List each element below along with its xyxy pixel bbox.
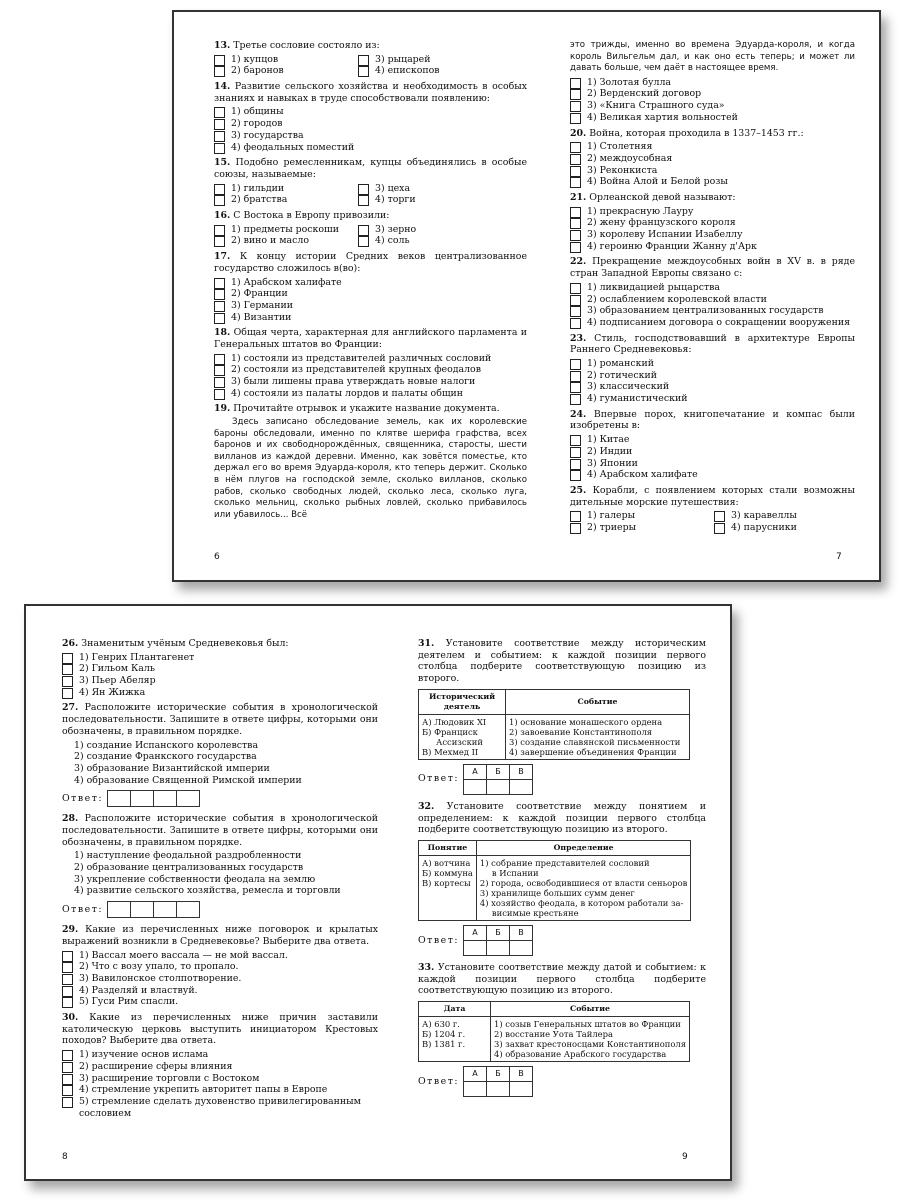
option[interactable]: 1) Китае bbox=[570, 434, 855, 446]
option[interactable]: 1) романский bbox=[570, 358, 855, 370]
option[interactable]: 2) баронов bbox=[214, 65, 358, 77]
question-text: Стиль, господствовавший в архитектуре Европы Раннего Средневековья: bbox=[570, 332, 855, 356]
option[interactable]: 2) состояли из представителей крупных феодалов bbox=[214, 364, 527, 376]
table-cell: 1) созыв Генеральных штатов во Франции 2) восстание Уота Тайлера 3) захват крестоносцами Константинополя 4) образование Арабского государства bbox=[491, 1017, 690, 1062]
checkbox[interactable] bbox=[214, 377, 225, 388]
checkbox[interactable] bbox=[62, 1085, 73, 1096]
table-header: Определение bbox=[476, 840, 690, 855]
answer-grid bbox=[107, 901, 200, 918]
checkbox[interactable] bbox=[214, 278, 225, 289]
question-26: 26. Знаменитым учёным Средневековья был: 1) Генрих Плантагенет 2) Гильом Каль 3) Пьер Абеляр 4) Ян Жижка bbox=[62, 638, 378, 698]
option[interactable]: 4) состояли из палаты лордов и палаты общин bbox=[214, 388, 527, 400]
option[interactable]: 1) общины bbox=[214, 106, 527, 118]
option[interactable]: 2) ослаблением королевской власти bbox=[570, 294, 855, 306]
option[interactable]: 1) состояли из представителей различных сословий bbox=[214, 353, 527, 365]
question-31: 31. Установите соответствие между историческим деятелем и событием: к каждой позиции первого столбца подберите соответствующую позицию из второго. Исторический деятель Событие А) Людовик XI Б) Франциск Ассизский В) Мехмед II 1) основание монашеского ордена 2) завоевание Константинополя 3) создание славянской письменности 4) завершение объединения Франции Ответ: А Б В bbox=[418, 638, 706, 795]
checkbox[interactable] bbox=[62, 1050, 73, 1061]
option[interactable]: 1) гильдии bbox=[214, 183, 358, 195]
option[interactable]: 3) образованием централизованных государств bbox=[570, 305, 855, 317]
checkbox[interactable] bbox=[570, 230, 581, 241]
checkbox[interactable] bbox=[358, 55, 369, 66]
checkbox[interactable] bbox=[358, 236, 369, 247]
answer-label: Ответ: bbox=[418, 1075, 460, 1087]
list-item: 4) развитие сельского хозяйства, ремесла и торговли bbox=[74, 885, 341, 897]
option[interactable]: 2) жену французского короля bbox=[570, 217, 855, 229]
option[interactable]: 4) подписанием договора о сокращении вооружения bbox=[570, 317, 855, 329]
question-16: 16. С Востока в Европу привозили: 1) предметы роскоши 3) зерно 2) вино и масло 4) соль bbox=[214, 210, 527, 247]
page-9-column bbox=[418, 638, 706, 1103]
option[interactable]: 4) Разделяй и властвуй. bbox=[62, 985, 378, 997]
question-19: 19. Прочитайте отрывок и укажите название документа. Здесь записано обследование земель, как их королевские бароны обследовали, именно по клятве шерифа графства, всех баронов и их свободнорождённых, священника, старосты, шести вилланов из каждой деревни. Именно, как зовётся поместье, кто держал его во время Эдуарда-короля, кто теперь держит. Сколько в нём плугов на господской земле, сколько вилланов, сколько рабов, сколько свободных людей, сколько леса, сколько луга, сколько мельниц, сколько рыбных ловлей, сколько прибавилось или убавилось... Всё bbox=[214, 403, 527, 520]
checkbox[interactable] bbox=[570, 523, 581, 534]
checkbox[interactable] bbox=[714, 523, 725, 534]
question-text: Третье сословие состояло из: bbox=[233, 40, 380, 51]
list-item: 2) образование централизованных государств bbox=[74, 862, 304, 874]
checkbox[interactable] bbox=[570, 447, 581, 458]
checkbox[interactable] bbox=[570, 359, 581, 370]
checkbox[interactable] bbox=[570, 242, 581, 253]
question-15: 15. Подобно ремесленникам, купцы объединялись в особые союзы, называемые: 1) гильдии 3) цеха 2) братства 4) торги bbox=[214, 157, 527, 206]
checkbox[interactable] bbox=[62, 653, 73, 664]
table-header: Событие bbox=[491, 1002, 690, 1017]
answer-row bbox=[418, 925, 706, 956]
question-28: 28. Расположите исторические события в хронологической последовательности. Запишите в ответе цифры, которыми они обозначены, в правильном порядке. 1) наступление феодальной раздробленности 2) образование централизованных государств 3) укрепление собственности феодала на землю 4) развитие сельского хозяйства, ремесла и торговли Ответ: bbox=[62, 813, 378, 918]
answer-label: Ответ: bbox=[418, 773, 460, 785]
question-text: Установите соответствие между историческим деятелем и событием: к каждой позиции первого столбца подберите соответствующую позицию из второго. bbox=[418, 638, 706, 685]
checkbox[interactable] bbox=[214, 195, 225, 206]
answer-cell[interactable] bbox=[487, 940, 510, 955]
answer-row bbox=[62, 790, 378, 807]
list-item: 3) укрепление собственности феодала на землю bbox=[74, 873, 316, 885]
checkbox[interactable] bbox=[62, 664, 73, 675]
answer-label: Ответ: bbox=[62, 903, 104, 915]
checkbox[interactable] bbox=[214, 301, 225, 312]
question-32: 32. Установите соответствие между понятием и определением: к каждой позиции первого столбца подберите соответствующую позицию из второго. Понятие Определение А) вотчина Б) коммуна В) кортесы 1) собрание представителей сословий в Испании 2) города, освободившиеся от власти сеньоров 3) хранилище больших сумм денег 4) хозяйство феодала, в котором работали за- висимые крестьяне Ответ: А Б В bbox=[418, 801, 706, 956]
option[interactable]: 3) Японии bbox=[570, 458, 855, 470]
option[interactable]: 5) стремление сделать духовенство привилегированным сословием bbox=[62, 1096, 378, 1119]
question-text: Расположите исторические события в хронологической последовательности. Запишите в ответе цифры, которыми они обозначены, в правильном порядке. bbox=[62, 813, 378, 848]
table-header: Дата bbox=[419, 1002, 491, 1017]
option[interactable]: 1) Столетняя bbox=[570, 141, 855, 153]
answer-cell[interactable] bbox=[464, 1082, 487, 1097]
page-spread-8-9 bbox=[24, 604, 732, 1181]
option[interactable]: 2) Верденский договор bbox=[570, 88, 855, 100]
option[interactable]: 4) парусники bbox=[714, 522, 855, 534]
checkbox[interactable] bbox=[570, 283, 581, 294]
option[interactable]: 4) стремление укрепить авторитет папы в Европе bbox=[62, 1084, 378, 1096]
checkbox[interactable] bbox=[570, 113, 581, 124]
question-text: Война, которая проходила в 1337–1453 гг.: bbox=[589, 127, 804, 139]
checkbox[interactable] bbox=[214, 107, 225, 118]
matching-table bbox=[418, 1001, 690, 1062]
table-cell: А) Людовик XI Б) Франциск Ассизский В) Мехмед II bbox=[419, 714, 506, 759]
list-item: 1) создание Испанского королевства bbox=[74, 739, 259, 751]
answer-cell[interactable] bbox=[131, 791, 154, 807]
checkbox[interactable] bbox=[62, 997, 73, 1008]
option[interactable]: 3) цеха bbox=[358, 183, 527, 195]
answer-cell[interactable] bbox=[464, 940, 487, 955]
option[interactable]: 2) вино и масло bbox=[214, 235, 358, 247]
question-text: Подобно ремесленникам, купцы объединялись в особые союзы, называемые: bbox=[214, 157, 527, 180]
checkbox[interactable] bbox=[214, 143, 225, 154]
question-29: 29. Какие из перечисленных ниже поговорок и крылатых выражений возникли в Средневековье? Выберите два ответа. 1) Вассал моего вассала — не мой вассал. 2) Что с возу упало, то пропало. 3) Вавилонское столпотворение. 4) Разделяй и властвуй. 5) Гуси Рим спасли. bbox=[62, 924, 378, 1008]
question-text: Впервые порох, книгопечатание и компас были изобретены в: bbox=[570, 408, 855, 432]
checkbox[interactable] bbox=[570, 459, 581, 470]
option[interactable]: 4) епископов bbox=[358, 65, 527, 77]
list-item: 4) образование Священной Римской империи bbox=[74, 774, 302, 786]
answer-cell[interactable] bbox=[510, 1082, 533, 1097]
option[interactable]: 2) Гильом Каль bbox=[62, 663, 378, 675]
option[interactable]: 4) героиню Франции Жанну д'Арк bbox=[570, 241, 855, 253]
question-25: 25. Корабли, с появлением которых стали возможны дительные морские путешествия: 1) галеры 3) каравеллы 2) триеры 4) парусники bbox=[570, 484, 855, 533]
page-spread-6-7 bbox=[172, 10, 881, 582]
option[interactable]: 2) триеры bbox=[570, 522, 714, 534]
checkbox[interactable] bbox=[570, 371, 581, 382]
option[interactable]: 1) изучение основ ислама bbox=[62, 1049, 378, 1061]
checkbox[interactable] bbox=[714, 511, 725, 522]
option[interactable]: 3) каравеллы bbox=[714, 510, 855, 522]
checkbox[interactable] bbox=[214, 66, 225, 77]
matching-table bbox=[418, 840, 691, 921]
question-24: 24. Впервые порох, книгопечатание и компас были изобретены в: 1) Китае 2) Индии 3) Японии 4) Арабском халифате bbox=[570, 408, 855, 481]
checkbox[interactable] bbox=[570, 218, 581, 229]
answer-cell[interactable] bbox=[131, 902, 154, 918]
checkbox[interactable] bbox=[570, 89, 581, 100]
option[interactable]: 1) галеры bbox=[570, 510, 714, 522]
option[interactable]: 1) предметы роскоши bbox=[214, 224, 358, 236]
option[interactable]: 1) Вассал моего вассала — не мой вассал. bbox=[62, 950, 378, 962]
option[interactable]: 3) классический bbox=[570, 381, 855, 393]
answer-cell[interactable] bbox=[154, 791, 177, 807]
checkbox[interactable] bbox=[214, 225, 225, 236]
page-8-column bbox=[62, 638, 378, 1123]
checkbox[interactable] bbox=[570, 435, 581, 446]
option[interactable]: 4) Византии bbox=[214, 312, 527, 324]
checkbox[interactable] bbox=[570, 78, 581, 89]
question-text: Развитие сельского хозяйства и необходимость в особых знаниях и навыках в труде способствовали появлению: bbox=[214, 81, 528, 104]
option[interactable]: 4) Великая хартия вольностей bbox=[570, 112, 855, 124]
question-27: 27. Расположите исторические события в хронологической последовательности. Запишите в ответе цифры, которыми они обозначены, в правильном порядке. 1) создание Испанского королевства 2) создание Франкского государства 3) образование Византийской империи 4) образование Священной Римской империи Ответ: bbox=[62, 702, 378, 807]
checkbox[interactable] bbox=[570, 470, 581, 481]
option[interactable]: 3) были лишены права утверждать новые налоги bbox=[214, 376, 527, 388]
checkbox[interactable] bbox=[62, 1074, 73, 1085]
answer-row bbox=[418, 1066, 706, 1097]
answer-label: Ответ: bbox=[418, 934, 460, 946]
question-text: Какие из перечисленных ниже поговорок и крылатых выражений возникли в Средневековье? Выберите два ответа. bbox=[62, 924, 378, 947]
question-17: 17. К концу истории Средних веков централизованное государство сложилось в(во): 1) Арабском халифате 2) Франции 3) Германии 4) Византии bbox=[214, 251, 528, 323]
question-22: 22. Прекращение междоусобных войн в XV в. в ряде стран Западной Европы связано с: 1) ликвидацией рыцарства 2) ослаблением королевской власти 3) образованием централизованных государств 4) подписанием договора о сокращении вооружения bbox=[570, 256, 855, 328]
option[interactable]: 1) Генрих Плантагенет bbox=[62, 652, 378, 664]
answer-cell[interactable] bbox=[154, 902, 177, 918]
question-text: Расположите исторические события в хронологической последовательности. Запишите в ответе цифры, которыми они обозначены, в правильном порядке. bbox=[62, 702, 378, 737]
checkbox[interactable] bbox=[62, 1062, 73, 1073]
answer-row bbox=[62, 901, 378, 918]
answer-grid bbox=[107, 790, 200, 807]
checkbox[interactable] bbox=[358, 184, 369, 195]
checkbox[interactable] bbox=[570, 306, 581, 317]
question-18: 18. Общая черта, характерная для английского парламента и Генеральных штатов во Франции: 1) состояли из представителей различных сословий 2) состояли из представителей крупных феодалов 3) были лишены права утверждать новые налоги 4) состояли из палаты лордов и палаты общин bbox=[214, 327, 527, 399]
option[interactable]: 4) Ян Жижка bbox=[62, 687, 378, 699]
answer-cell[interactable] bbox=[177, 791, 200, 807]
table-header: Событие bbox=[506, 689, 690, 714]
checkbox[interactable] bbox=[214, 389, 225, 400]
option[interactable]: 3) зерно bbox=[358, 224, 527, 236]
checkbox[interactable] bbox=[358, 66, 369, 77]
answer-cell[interactable] bbox=[487, 779, 510, 794]
checkbox[interactable] bbox=[214, 184, 225, 195]
table-header: Исторический деятель bbox=[419, 689, 506, 714]
answer-label: Ответ: bbox=[62, 792, 104, 804]
checkbox[interactable] bbox=[62, 676, 73, 687]
option[interactable]: 3) «Книга Страшного суда» bbox=[570, 100, 855, 112]
option[interactable]: 2) Франции bbox=[214, 288, 527, 300]
question-text: Какие из перечисленных ниже причин заставили католическую церковь выступить инициатором Крестовых походов? Выберите два ответа. bbox=[62, 1012, 378, 1047]
option[interactable]: 3) Реконкиста bbox=[570, 165, 855, 177]
question-30: 30. Какие из перечисленных ниже причин заставили католическую церковь выступить инициатором Крестовых походов? Выберите два ответа. 1) изучение основ ислама 2) расширение сферы влияния 3) расширение торговли с Востоком 4) стремление укрепить авторитет папы в Европе 5) стремление сделать духовенство привилегированным сословием bbox=[62, 1012, 378, 1119]
checkbox[interactable] bbox=[570, 318, 581, 329]
question-text: Прекращение междоусобных войн в XV в. в ряде стран Западной Европы связано с: bbox=[570, 256, 855, 280]
answer-cell[interactable] bbox=[108, 791, 131, 807]
checkbox[interactable] bbox=[570, 394, 581, 405]
option[interactable]: 4) торги bbox=[358, 194, 527, 206]
option[interactable]: 3) Пьер Абеляр bbox=[62, 675, 378, 687]
question-text: С Востока в Европу привозили: bbox=[233, 210, 390, 222]
option[interactable]: 1) Золотая булла bbox=[570, 77, 855, 89]
checkbox[interactable] bbox=[214, 313, 225, 324]
page-7-column bbox=[570, 40, 855, 538]
question-text: Знаменитым учёным Средневековья был: bbox=[81, 638, 289, 649]
question-33: 33. Установите соответствие между датой и событием: к каждой позиции первого столбца подберите соответствующую позицию из второго. Дата Событие А) 630 г. Б) 1204 г. В) 1381 г. 1) созыв Генеральных штатов во Франции 2) восстание Уота Тайлера 3) захват крестоносцами Константинополя 4) образование Арабского государства Ответ: А Б В bbox=[418, 962, 706, 1097]
checkbox[interactable] bbox=[214, 131, 225, 142]
answer-grid: А Б В bbox=[463, 925, 533, 956]
table-header: Понятие bbox=[419, 840, 477, 855]
checkbox[interactable] bbox=[570, 295, 581, 306]
option[interactable]: 3) расширение торговли с Востоком bbox=[62, 1073, 378, 1085]
question-14: 14. Развитие сельского хозяйства и необходимость в особых знаниях и навыках в труде способствовали появлению: 1) общины 2) городов 3) государства 4) феодальных поместий bbox=[214, 81, 528, 153]
checkbox[interactable] bbox=[570, 142, 581, 153]
option[interactable]: 3) Вавилонское столпотворение. bbox=[62, 973, 378, 985]
option[interactable]: 4) соль bbox=[358, 235, 527, 247]
option[interactable]: 2) готический bbox=[570, 370, 855, 382]
question-text: Установите соответствие между датой и событием: к каждой позиции первого столбца подберите соответствующую позицию из второго. bbox=[418, 961, 707, 997]
question-text: Общая черта, характерная для английского парламента и Генеральных штатов во Франции: bbox=[214, 327, 527, 350]
checkbox[interactable] bbox=[570, 177, 581, 188]
option[interactable]: 5) Гуси Рим спасли. bbox=[62, 996, 378, 1008]
checkbox[interactable] bbox=[62, 962, 73, 973]
checkbox[interactable] bbox=[358, 195, 369, 206]
checkbox[interactable] bbox=[62, 1097, 73, 1108]
option[interactable]: 4) гуманистический bbox=[570, 393, 855, 405]
question-text: Установите соответствие между понятием и определением: к каждой позиции первого столбца подберите соответствующую позицию из второго. bbox=[418, 800, 706, 836]
checkbox[interactable] bbox=[214, 365, 225, 376]
option[interactable]: 3) государства bbox=[214, 130, 527, 142]
checkbox[interactable] bbox=[214, 236, 225, 247]
question-text: Орлеанской девой называют: bbox=[589, 191, 736, 203]
table-cell: 1) основание монашеского ордена 2) завоевание Константинополя 3) создание славянской письменности 4) завершение объединения Франции bbox=[506, 714, 690, 759]
option[interactable]: 3) Германии bbox=[214, 300, 527, 312]
option[interactable]: 3) королеву Испании Изабеллу bbox=[570, 229, 855, 241]
list-item: 3) образование Византийской империи bbox=[74, 762, 270, 774]
checkbox[interactable] bbox=[214, 55, 225, 66]
answer-cell[interactable] bbox=[487, 1082, 510, 1097]
page-number-9: 9 bbox=[682, 1152, 688, 1162]
option[interactable]: 3) рыцарей bbox=[358, 54, 527, 66]
checkbox[interactable] bbox=[358, 225, 369, 236]
checkbox[interactable] bbox=[214, 289, 225, 300]
checkbox[interactable] bbox=[570, 207, 581, 218]
option[interactable]: 4) Война Алой и Белой розы bbox=[570, 176, 855, 188]
option[interactable]: 2) междоусобная bbox=[570, 153, 855, 165]
table-cell: 1) собрание представителей сословий в Испании 2) города, освободившиеся от власти сеньоров 3) хранилище больших сумм денег 4) хозяйство феодала, в котором работали за- висимые крестьяне bbox=[476, 855, 690, 920]
answer-grid: А Б В bbox=[463, 1066, 533, 1097]
option[interactable]: 2) городов bbox=[214, 118, 527, 130]
question-19-continued bbox=[570, 40, 855, 124]
checkbox[interactable] bbox=[570, 154, 581, 165]
question-21: 21. Орлеанской девой называют: 1) прекрасную Лауру 2) жену французского короля 3) королеву Испании Изабеллу 4) героиню Франции Жанну д'Арк bbox=[570, 192, 855, 252]
question-text: Прочитайте отрывок и укажите название документа. bbox=[233, 403, 500, 415]
answer-cell[interactable] bbox=[177, 902, 200, 918]
document-excerpt: Здесь записано обследование земель, как их королевские бароны обследовали, именно по клятве шерифа графства, всех баронов и их свободнорождённых, священника, старосты, шести вилланов из каждой деревни. Именно, как зовётся поместье, кто держал его во время Эдуарда-короля, кто теперь держит. Сколько в нём плугов на господской земле, сколько вилланов, сколько рабов, сколько свободных людей, сколько леса, сколько луга, сколько мельниц, сколько рыбных ловлей, сколько прибавилось или убавилось... Всё bbox=[214, 417, 527, 520]
option[interactable]: 1) купцов bbox=[214, 54, 358, 66]
answer-cell[interactable] bbox=[510, 940, 533, 955]
table-cell: А) 630 г. Б) 1204 г. В) 1381 г. bbox=[419, 1017, 491, 1062]
checkbox[interactable] bbox=[570, 166, 581, 177]
page-number-6: 6 bbox=[214, 552, 220, 562]
checkbox[interactable] bbox=[570, 382, 581, 393]
checkbox[interactable] bbox=[62, 688, 73, 699]
list-item: 2) создание Франкского государства bbox=[74, 751, 257, 763]
answer-grid: А Б В bbox=[463, 764, 533, 795]
option[interactable]: 1) ликвидацией рыцарства bbox=[570, 282, 855, 294]
document-excerpt-continued: это трижды, именно во времена Эдуарда-короля, и когда король Вильгельм дал, и как оно есть теперь; и может ли давать больше, чем даёт в настоящее время. bbox=[570, 40, 855, 74]
answer-row bbox=[418, 764, 706, 795]
matching-table bbox=[418, 689, 690, 760]
checkbox[interactable] bbox=[570, 511, 581, 522]
answer-cell[interactable] bbox=[464, 779, 487, 794]
option[interactable]: 4) феодальных поместий bbox=[214, 142, 527, 154]
checkbox[interactable] bbox=[62, 974, 73, 985]
page-number-8: 8 bbox=[62, 1152, 68, 1162]
option[interactable]: 2) расширение сферы влияния bbox=[62, 1061, 378, 1073]
checkbox[interactable] bbox=[62, 986, 73, 997]
page-6-column bbox=[214, 40, 527, 525]
question-23: 23. Стиль, господствовавший в архитектуре Европы Раннего Средневековья: 1) романский 2) готический 3) классический 4) гуманистический bbox=[570, 332, 855, 405]
answer-cell[interactable] bbox=[108, 902, 131, 918]
option[interactable]: 2) Индии bbox=[570, 446, 855, 458]
option[interactable]: 4) Арабском халифате bbox=[570, 469, 855, 481]
question-20: 20. Война, которая проходила в 1337–1453 гг.: 1) Столетняя 2) междоусобная 3) Реконкиста 4) Война Алой и Белой розы bbox=[570, 128, 855, 188]
option[interactable]: 1) Арабском халифате bbox=[214, 277, 527, 289]
table-cell: А) вотчина Б) коммуна В) кортесы bbox=[419, 855, 477, 920]
page-number-7: 7 bbox=[836, 552, 842, 562]
checkbox[interactable] bbox=[570, 101, 581, 112]
question-text: Корабли, с появлением которых стали возможны дительные морские путешествия: bbox=[570, 484, 855, 508]
checkbox[interactable] bbox=[214, 354, 225, 365]
checkbox[interactable] bbox=[214, 119, 225, 130]
question-text: К концу истории Средних веков централизованное государство сложилось в(во): bbox=[214, 251, 528, 274]
question-13: 13. Третье сословие состояло из: 1) купцов 3) рыцарей 2) баронов 4) епископов bbox=[214, 40, 527, 77]
answer-cell[interactable] bbox=[510, 779, 533, 794]
option[interactable]: 1) прекрасную Лауру bbox=[570, 206, 855, 218]
checkbox[interactable] bbox=[62, 951, 73, 962]
option[interactable]: 2) братства bbox=[214, 194, 358, 206]
option[interactable]: 2) Что с возу упало, то пропало. bbox=[62, 961, 378, 973]
list-item: 1) наступление феодальной раздробленности bbox=[74, 850, 302, 862]
